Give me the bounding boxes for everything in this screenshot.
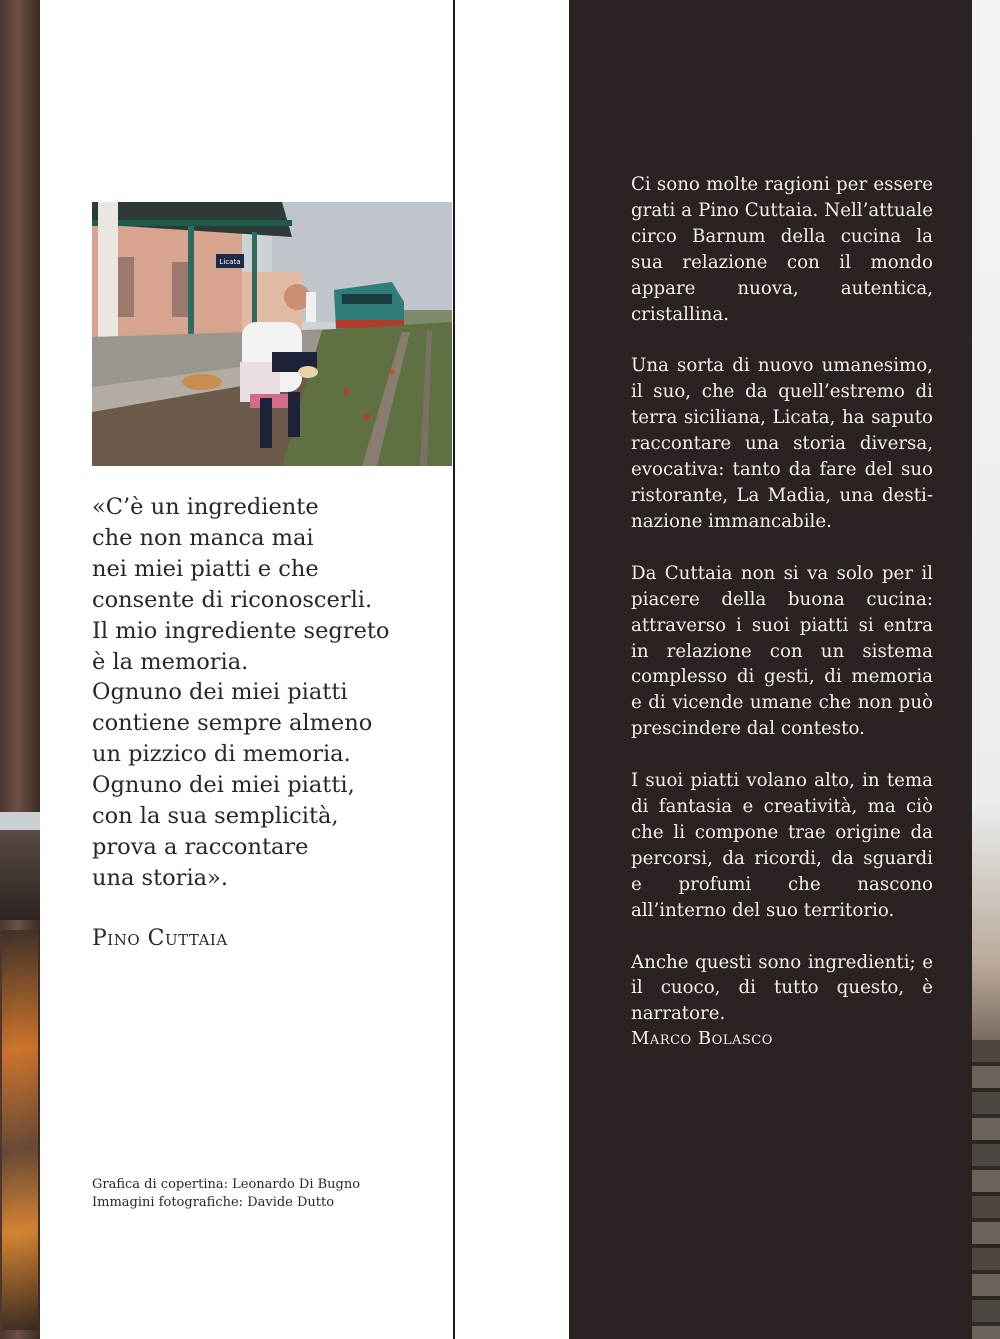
essay-author: Marco Bolasco: [631, 1028, 773, 1049]
right-edge-photo-strip: [972, 0, 1000, 1339]
chef-station-photo: [92, 202, 452, 466]
cover-design-credit: Grafica di copertina: Leonardo Di Bugno: [92, 1177, 361, 1192]
essay-text: [631, 172, 933, 1053]
station-sign: Licata: [219, 258, 241, 266]
quote-author: Pino Cuttaia: [92, 926, 228, 951]
strip-band: [0, 812, 40, 830]
strip-band: [0, 830, 40, 920]
strip-stone-wall: [972, 1040, 1000, 1339]
spine-gap: [455, 0, 569, 1339]
chef-quote: «C’è un ingrediente che non manca mai nei miei piatti e che consente di riconoscerli. Il mio ingrediente segreto è la memoria. Ognuno dei miei piatti contiene sempre almeno un pizzico di memoria. Ognuno dei miei piatti, con la sua semplicità, prova a raccontare una storia».: [92, 494, 390, 891]
essay-paragraph: Da Cuttaia non si va solo per il piacere della buona cucina: attraverso i suoi piatti si entra in relazione con un sistema complesso di gesti, di memoria e di vicende umane che non può prescindere dal contesto.: [631, 562, 933, 740]
strip-graffiti: [2, 930, 38, 1330]
left-edge-photo-strip: [0, 0, 40, 1339]
essay-paragraph: Una sorta di nuovo umanesimo, il suo, che da quell’estremo di terra siciliana, Licata, ha saputo raccontare una storia diversa, evocativa: tanto da fare del suo ristorante, La Madia, una destinazione immancabile.: [631, 355, 933, 532]
essay-paragraph: I suoi piatti volano alto, in tema di fantasia e creatività, ma ciò che li compone trae origine da percorsi, da ricordi, da sguardi e profumi che nascono all’interno del suo territorio.: [631, 770, 933, 921]
essay-paragraph: Anche questi sono ingredienti; e il cuoco, di tutto questo, è narratore.: [631, 951, 933, 1025]
photo-credit: Immagini fotografiche: Davide Dutto: [92, 1195, 335, 1210]
credits: [92, 1176, 422, 1212]
essay-paragraph: Ci sono molte ragioni per essere grati a Pino Cuttaia. Nell’attuale circo Barnum della cucina la sua relazione con il mondo appare nuova, autentica, cristallina.: [631, 174, 933, 325]
